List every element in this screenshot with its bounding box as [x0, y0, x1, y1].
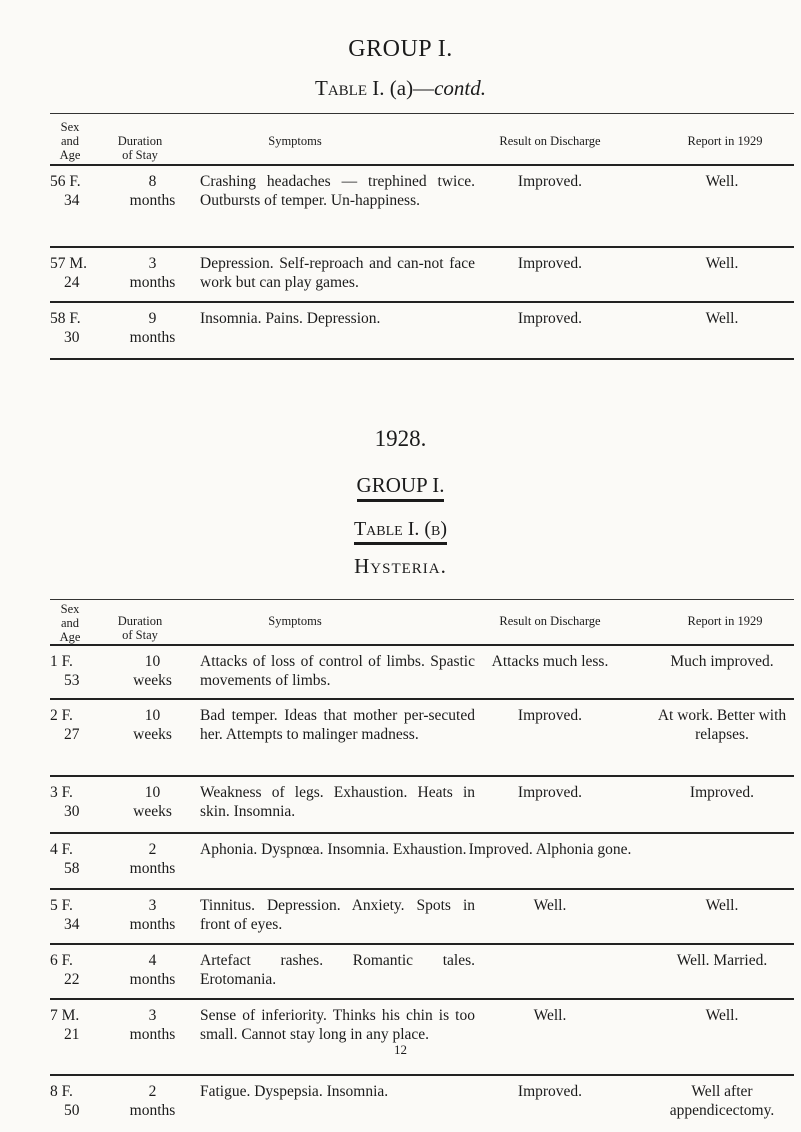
header-sex-age: Sex and Age [59, 602, 81, 644]
table-row [50, 777, 794, 834]
case-sex-age: 7 M. 21 [50, 1007, 80, 1043]
case-sex-age: 5 F. 34 [50, 897, 80, 933]
case-report: Well. [705, 310, 739, 327]
table-a-title-sub: (a)— [389, 76, 435, 100]
case-duration: 2 months [129, 841, 176, 877]
case-symptoms: Crashing headaches — trephined twice. Outbursts of temper. Un-happiness. [200, 173, 475, 209]
table-a-title [0, 76, 801, 101]
page-number: 12 [394, 1042, 407, 1057]
table-row [50, 700, 794, 777]
case-duration: 10 weeks [133, 784, 172, 820]
table-row [50, 1076, 794, 1132]
group-b-heading: GROUP I. [0, 473, 801, 502]
case-duration: 8 months [129, 173, 176, 209]
case-report: Improved. [689, 784, 755, 801]
case-duration: 10 weeks [133, 707, 172, 743]
table-row [50, 890, 794, 945]
case-report: Well. [705, 173, 739, 190]
case-sex-age: 58 F. 30 [50, 310, 81, 346]
case-symptoms: Tinnitus. Depression. Anxiety. Spots in front of eyes. [200, 897, 475, 933]
table-row [50, 945, 794, 1000]
case-symptoms: Bad temper. Ideas that mother per-secuted her. Attempts to malinger madness. [200, 707, 475, 743]
header-duration: Duration of Stay [117, 134, 163, 162]
table-row [50, 646, 794, 700]
case-sex-age: 56 F. 34 [50, 173, 81, 209]
header-symptoms: Symptoms [268, 134, 322, 148]
case-result: Well. [533, 1007, 567, 1024]
table-a-title-main: Table I. [315, 76, 385, 100]
case-result: Improved. [517, 173, 583, 190]
case-report: Well. [705, 897, 739, 914]
header-result: Result on Discharge [499, 134, 601, 148]
table-a [50, 113, 794, 360]
table-row [50, 248, 794, 303]
case-result: Improved. [517, 1083, 583, 1100]
case-result: Improved. [517, 255, 583, 272]
case-result: Improved. [517, 784, 583, 801]
case-sex-age: 4 F. 58 [50, 841, 80, 877]
case-symptoms: Artefact rashes. Romantic tales. Erotomania. [200, 952, 475, 988]
table-a-header [50, 113, 794, 166]
case-sex-age: 6 F. 22 [50, 952, 80, 988]
case-sex-age: 3 F. 30 [50, 784, 80, 820]
case-symptoms: Depression. Self-reproach and can-not face work but can play games. [200, 255, 475, 291]
header-report: Report in 1929 [687, 134, 763, 148]
table-row [50, 1000, 794, 1076]
header-report: Report in 1929 [687, 614, 763, 628]
case-report: Much improved. [670, 653, 774, 670]
case-duration: 2 months [129, 1083, 176, 1119]
case-symptoms: Fatigue. Dyspepsia. Insomnia. [200, 1083, 389, 1100]
table-row [50, 303, 794, 360]
case-result: Improved. [517, 310, 583, 327]
case-duration: 9 months [129, 310, 176, 346]
case-result: Improved. Alphonia gone. [468, 841, 632, 858]
case-report: Well after appendicectomy. [669, 1083, 775, 1119]
case-report: Well. [705, 255, 739, 272]
table-b-header [50, 599, 794, 646]
case-result: Attacks much less. [491, 653, 609, 670]
case-duration: 4 months [129, 952, 176, 988]
table-b-title: Table I. (b) [0, 518, 801, 545]
header-duration: Duration of Stay [117, 614, 163, 642]
case-symptoms: Sense of inferiority. Thinks his chin is too small. Cannot stay long in any place. [200, 1007, 475, 1043]
case-symptoms: Insomnia. Pains. Depression. [200, 310, 381, 327]
case-duration: 3 months [129, 1007, 176, 1043]
case-report: At work. Better with relapses. [657, 707, 787, 743]
case-symptoms: Attacks of loss of control of limbs. Spastic movements of limbs. [200, 653, 475, 689]
case-duration: 10 weeks [133, 653, 172, 689]
case-result: Improved. [517, 707, 583, 724]
case-result: Well. [533, 897, 567, 914]
case-symptoms: Weakness of legs. Exhaustion. Heats in skin. Insomnia. [200, 784, 475, 820]
case-duration: 3 months [129, 255, 176, 291]
case-sex-age: 2 F. 27 [50, 707, 80, 743]
table-b-subtitle: Hysteria. [354, 554, 447, 578]
header-sex-age: Sex and Age [59, 120, 81, 162]
table-row [50, 166, 794, 248]
page-heading: GROUP I. [348, 36, 453, 62]
header-symptoms: Symptoms [268, 614, 322, 628]
header-result: Result on Discharge [499, 614, 601, 628]
table-row [50, 834, 794, 890]
case-symptoms: Aphonia. Dyspnœa. Insomnia. Exhaustion. [200, 841, 467, 858]
table-a-title-contd: contd. [434, 76, 486, 100]
year-heading: 1928. [374, 426, 427, 451]
case-duration: 3 months [129, 897, 176, 933]
case-sex-age: 8 F. 50 [50, 1083, 80, 1119]
case-report: Well. Married. [676, 952, 768, 969]
case-sex-age: 57 M. 24 [50, 255, 88, 291]
case-sex-age: 1 F. 53 [50, 653, 80, 689]
case-report: Well. [705, 1007, 739, 1024]
